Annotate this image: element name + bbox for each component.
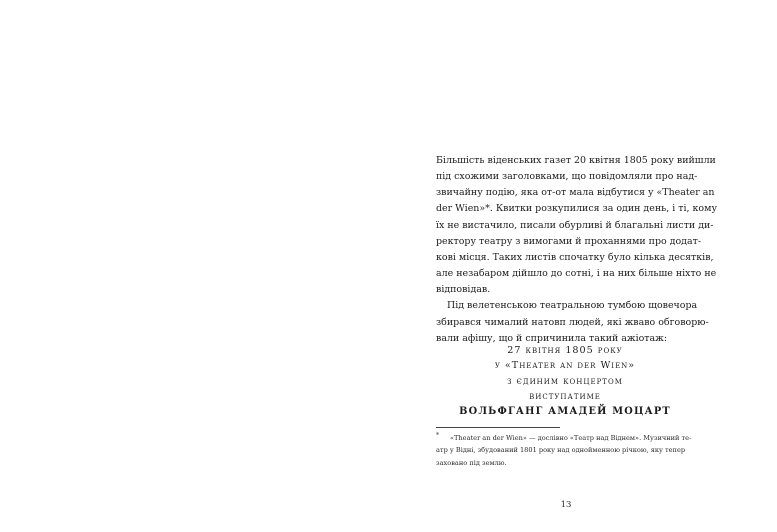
- text-line: під схожими заголовками, що повідомляли про над-: [436, 171, 698, 183]
- main-text-column: [436, 153, 717, 347]
- footnote-marker: *: [436, 432, 439, 439]
- paragraph-2: [436, 298, 709, 346]
- paragraph-1: [436, 153, 717, 298]
- footnote-divider: [436, 427, 560, 428]
- footnote-line: атр у Відні, збудований 1801 року над однойменною річкою, яку тепер: [436, 446, 686, 455]
- announcement-name: ВОЛЬФГАНГ АМАДЕЙ МОЦАРТ: [459, 406, 671, 418]
- text-line: Більшість віденських газет 20 квітня 1805 року вийшли: [436, 155, 716, 166]
- text-line: ректору театру з вимогами й проханнями про додат-: [436, 235, 702, 247]
- text-line: кові місця. Таких листів спочатку було кілька десятків,: [436, 251, 714, 263]
- text-line: відповідав.: [436, 284, 491, 296]
- text-line: їх не вистачило, писали обурливі й благальні листи ди-: [436, 219, 714, 231]
- text-line: вали афішу, що й спричинила такий ажіотаж:: [436, 332, 668, 344]
- announcement-concert: з єдиним концертом: [507, 375, 623, 387]
- text-line: Під велетенською театральною тумбою щовечора: [447, 300, 698, 312]
- text-line: звичайну подію, яка от-от мала відбутися у «Theater an: [436, 187, 715, 199]
- announcement-date: 27 квітня 1805 року: [507, 345, 623, 356]
- footnote-line: «Theater an der Wien» — дослівно «Театр над Віднем». Музичний те-: [450, 434, 692, 442]
- announcement-venue: у «Theater an der Wien»: [494, 360, 636, 372]
- page-number: 13: [560, 500, 572, 510]
- text-line: але незабаром дійшло до сотні, і на них більше ніхто не: [436, 268, 717, 280]
- footnote: [436, 432, 698, 469]
- text-line: der Wien»*. Квитки розкупилися за один день, і ті, кому: [436, 203, 717, 215]
- concert-announcement: [436, 343, 694, 419]
- announcement-perform: виступатиме: [529, 390, 601, 402]
- text-line: збирався чималий натовп людей, які жваво обговорю-: [436, 316, 709, 328]
- footnote-line: заховано під землю.: [436, 458, 507, 467]
